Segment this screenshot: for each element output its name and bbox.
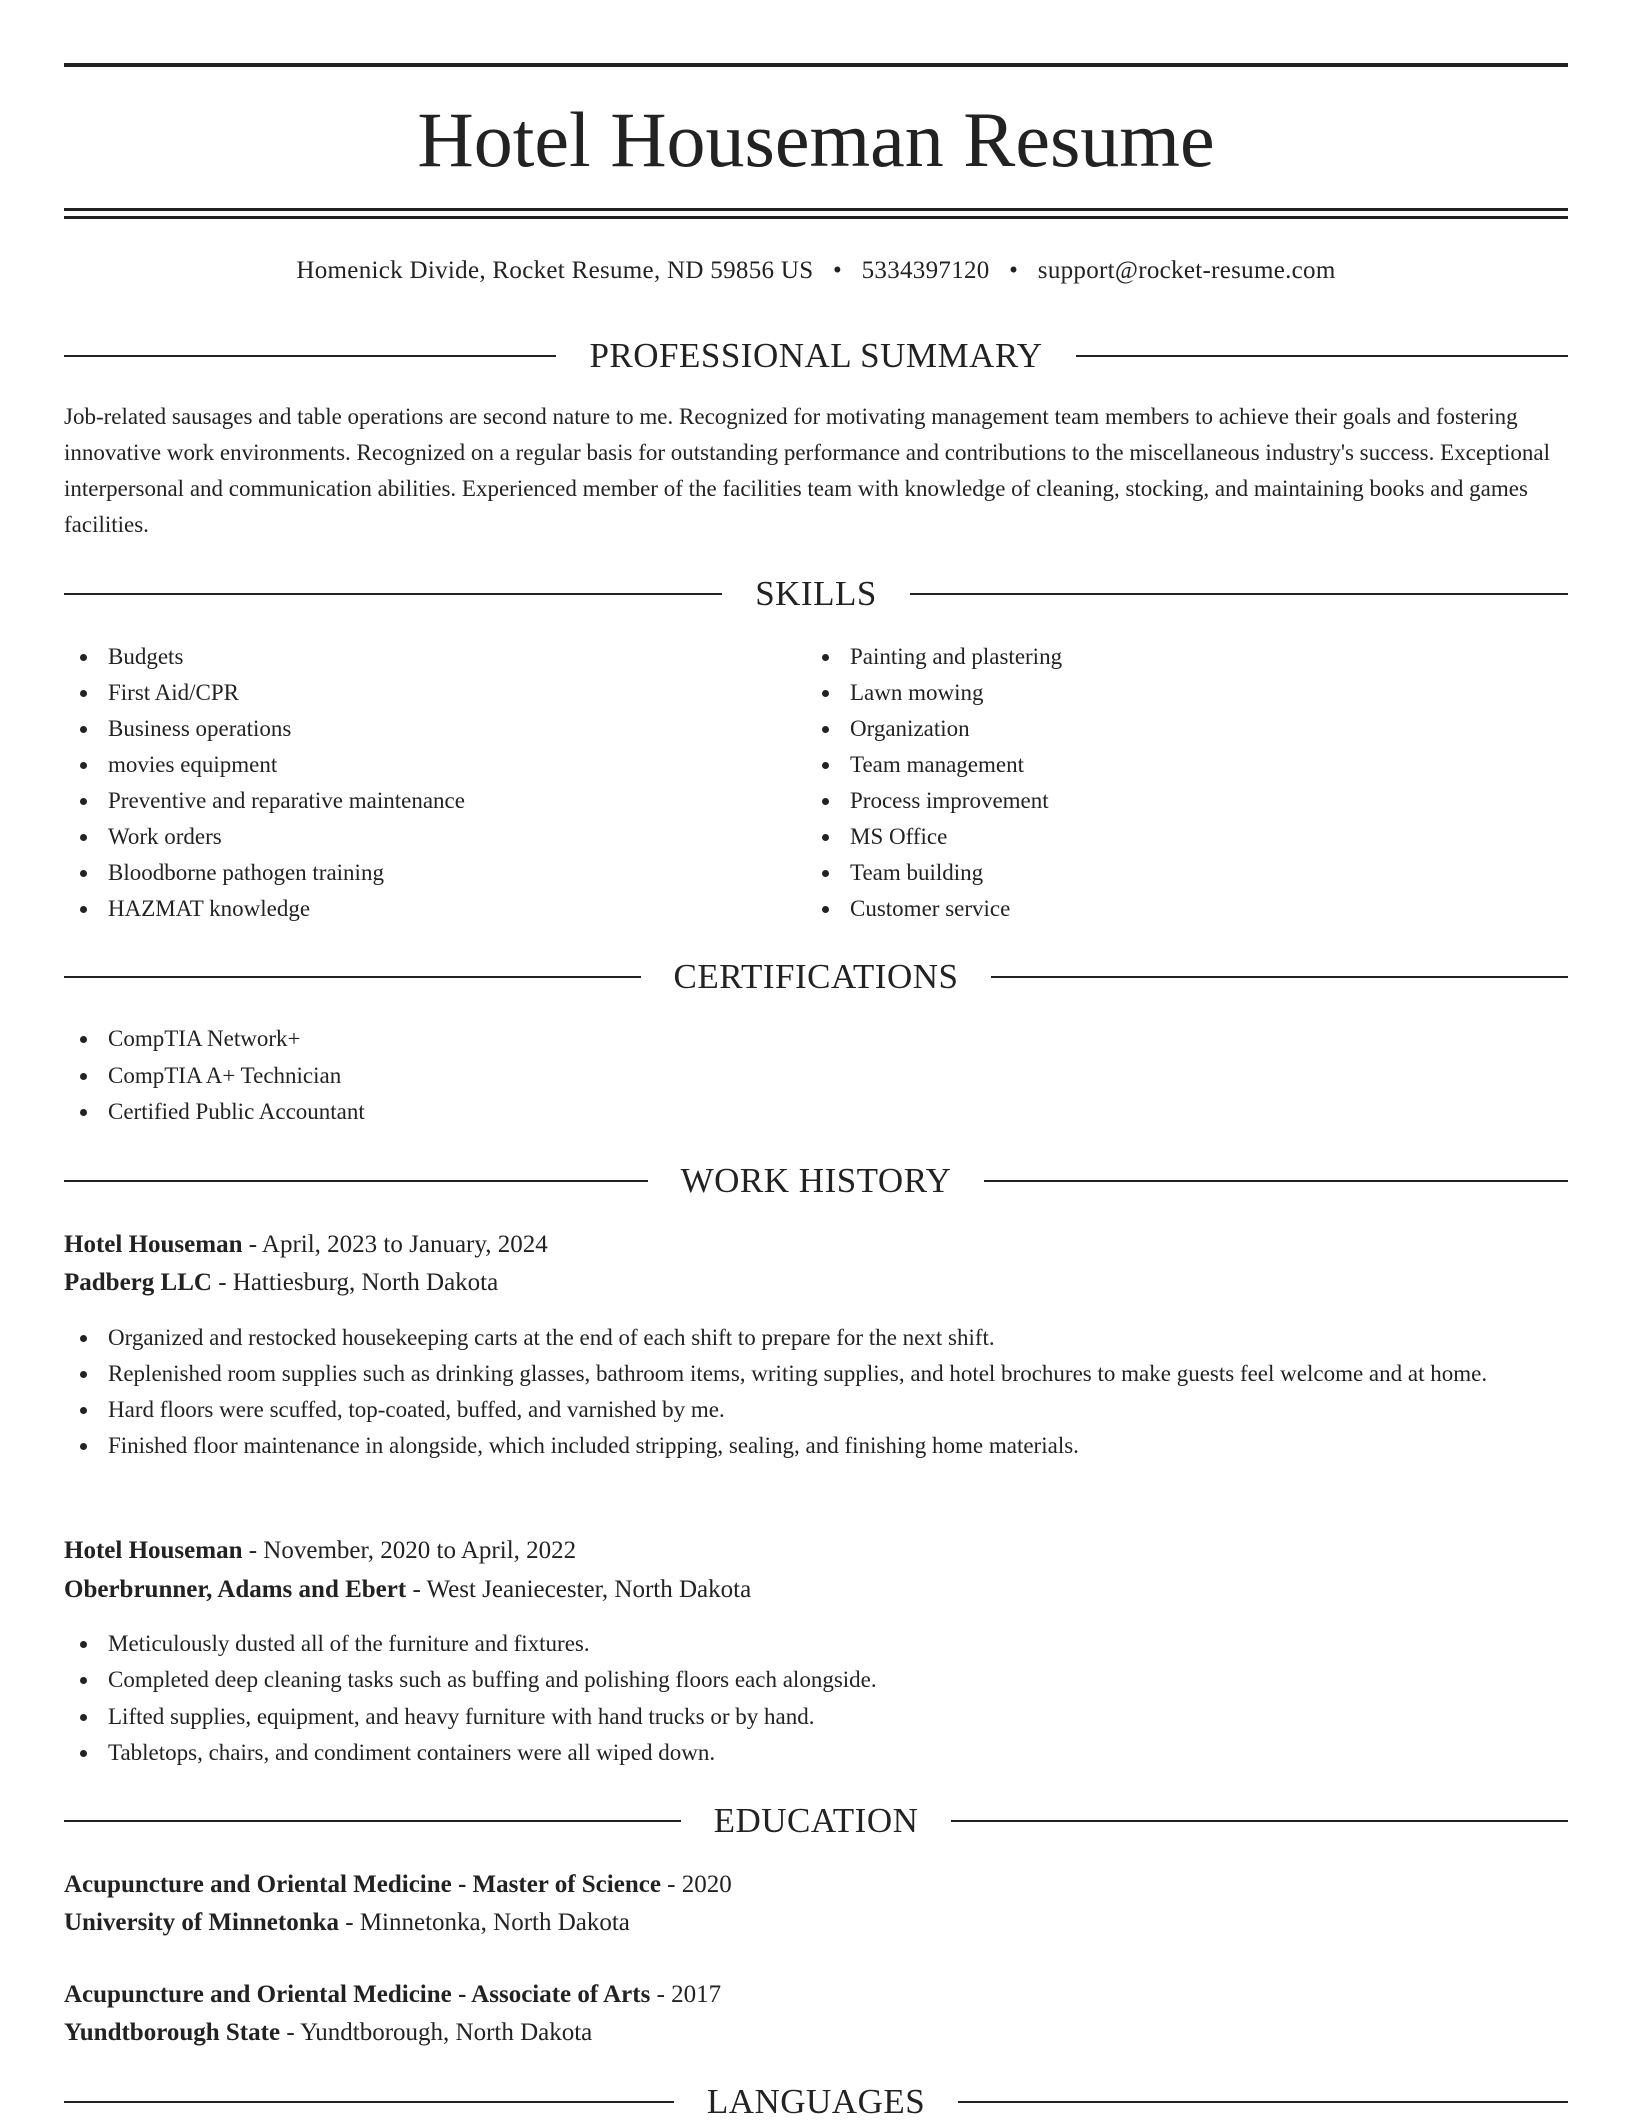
section-rule-left xyxy=(64,2101,674,2103)
job-company: Oberbrunner, Adams and Ebert xyxy=(64,1576,407,1603)
section-rule-right xyxy=(1076,355,1568,357)
section-rule-left xyxy=(64,355,556,357)
skill-item: Team management xyxy=(806,747,1566,783)
top-rule xyxy=(64,63,1568,67)
section-rule-right xyxy=(991,976,1568,978)
section-title-certifications: CERTIFICATIONS xyxy=(673,957,959,996)
certifications-list xyxy=(64,1021,1568,1130)
section-rule-left xyxy=(64,1820,681,1822)
skill-item: Business operations xyxy=(64,711,794,747)
summary-text: Job-related sausages and table operations are second nature to me. Recognized for motivating management team members to achieve their goals and fostering innovative work environments. Recognized on a regular basis for outstanding performance and contributions to the miscellaneous industry's success. Exceptional interpersonal and communication abilities. Experienced member of the facilities team with knowledge of cleaning, stocking, and maintaining books and games facilities. xyxy=(64,404,1550,537)
school-name: Yundtborough State xyxy=(64,2019,281,2046)
job-duty-item: Meticulously dusted all of the furniture and fixtures. xyxy=(64,1626,1568,1662)
title-rule-lower xyxy=(64,216,1568,219)
job-location: - West Jeaniecester, North Dakota xyxy=(406,1576,752,1603)
skill-item: First Aid/CPR xyxy=(64,675,794,711)
job-duty-item: Organized and restocked housekeeping carts at the end of each shift to prepare for the next shift. xyxy=(64,1320,1568,1356)
job-duty-item: Tabletops, chairs, and condiment containers were all wiped down. xyxy=(64,1735,1568,1771)
degree-name: Acupuncture and Oriental Medicine - Master of Science xyxy=(64,1871,661,1898)
degree-name: Acupuncture and Oriental Medicine - Associate of Arts xyxy=(64,1981,651,2008)
school-line xyxy=(64,1905,630,1941)
degree-line xyxy=(64,1977,721,2013)
job-duties-list xyxy=(64,1626,1568,1771)
section-header-summary xyxy=(64,334,1568,378)
section-title-work-history: WORK HISTORY xyxy=(680,1161,952,1200)
job-company-line xyxy=(64,1572,751,1608)
job-duty-item: Finished floor maintenance in alongside, which included stripping, sealing, and finishing home materials. xyxy=(64,1428,1568,1464)
job-duty-item: Completed deep cleaning tasks such as buffing and polishing floors each alongside. xyxy=(64,1662,1568,1698)
skill-item: Team building xyxy=(806,855,1566,891)
skill-item: movies equipment xyxy=(64,747,794,783)
degree-year: - 2020 xyxy=(660,1871,732,1898)
contact-email[interactable]: support@rocket-resume.com xyxy=(1037,257,1336,284)
section-header-languages xyxy=(64,2080,1568,2124)
section-rule-left xyxy=(64,1180,648,1182)
section-title-skills: SKILLS xyxy=(755,574,877,613)
degree-year: - 2017 xyxy=(650,1981,722,2008)
job-duty-item: Lifted supplies, equipment, and heavy furniture with hand trucks or by hand. xyxy=(64,1699,1568,1735)
skill-item: Lawn mowing xyxy=(806,675,1566,711)
section-rule-right xyxy=(958,2101,1568,2103)
title-rule-upper xyxy=(64,208,1568,211)
skill-item: Process improvement xyxy=(806,783,1566,819)
skill-item: HAZMAT knowledge xyxy=(64,891,794,927)
degree-line xyxy=(64,1867,732,1903)
job-dates: - November, 2020 to April, 2022 xyxy=(242,1537,577,1564)
certification-item: CompTIA Network+ xyxy=(64,1021,1568,1057)
section-header-education xyxy=(64,1799,1568,1843)
section-header-certifications xyxy=(64,955,1568,999)
skill-item: MS Office xyxy=(806,819,1566,855)
school-location: - Minnetonka, North Dakota xyxy=(339,1909,630,1936)
job-company-line xyxy=(64,1265,498,1301)
skill-item: Organization xyxy=(806,711,1566,747)
certification-item: CompTIA A+ Technician xyxy=(64,1058,1568,1094)
section-title-summary: PROFESSIONAL SUMMARY xyxy=(589,336,1043,375)
skill-item: Budgets xyxy=(64,639,794,675)
section-rule-right xyxy=(910,593,1568,595)
skill-item: Painting and plastering xyxy=(806,639,1566,675)
section-rule-right xyxy=(951,1820,1568,1822)
job-duties-list xyxy=(64,1320,1568,1464)
skill-item: Work orders xyxy=(64,819,794,855)
section-rule-right xyxy=(984,1180,1568,1182)
skills-list-left xyxy=(64,639,794,927)
certification-item: Certified Public Accountant xyxy=(64,1094,1568,1130)
skill-item: Customer service xyxy=(806,891,1566,927)
section-title-languages: LANGUAGES xyxy=(706,2082,926,2121)
section-rule-left xyxy=(64,593,722,595)
section-rule-left xyxy=(64,976,641,978)
resume-title: Hotel Houseman Resume xyxy=(417,96,1215,183)
section-header-skills xyxy=(64,572,1568,616)
job-location: - Hattiesburg, North Dakota xyxy=(211,1269,499,1296)
school-line xyxy=(64,2015,592,2051)
school-location: - Yundtborough, North Dakota xyxy=(280,2019,593,2046)
job-company: Padberg LLC xyxy=(64,1269,212,1296)
skill-item: Bloodborne pathogen training xyxy=(64,855,794,891)
contact-address: Homenick Divide, Rocket Resume, ND 59856 US xyxy=(296,257,814,284)
job-title-line xyxy=(64,1533,576,1569)
job-title: Hotel Houseman xyxy=(64,1231,243,1258)
job-title-line xyxy=(64,1227,548,1263)
job-dates: - April, 2023 to January, 2024 xyxy=(242,1231,548,1258)
school-name: University of Minnetonka xyxy=(64,1909,339,1936)
section-title-education: EDUCATION xyxy=(713,1801,919,1840)
job-duty-item: Hard floors were scuffed, top-coated, buffed, and varnished by me. xyxy=(64,1392,1568,1428)
section-header-work-history xyxy=(64,1159,1568,1203)
skills-list-right xyxy=(806,639,1566,927)
contact-separator: • xyxy=(1009,257,1019,284)
job-duty-item: Replenished room supplies such as drinking glasses, bathroom items, writing supplies, and hotel brochures to make guests feel welcome and at home. xyxy=(64,1356,1568,1392)
job-title: Hotel Houseman xyxy=(64,1537,243,1564)
contact-phone: 5334397120 xyxy=(861,257,990,284)
skill-item: Preventive and reparative maintenance xyxy=(64,783,794,819)
contact-separator: • xyxy=(832,257,843,284)
contact-line xyxy=(64,254,1568,288)
